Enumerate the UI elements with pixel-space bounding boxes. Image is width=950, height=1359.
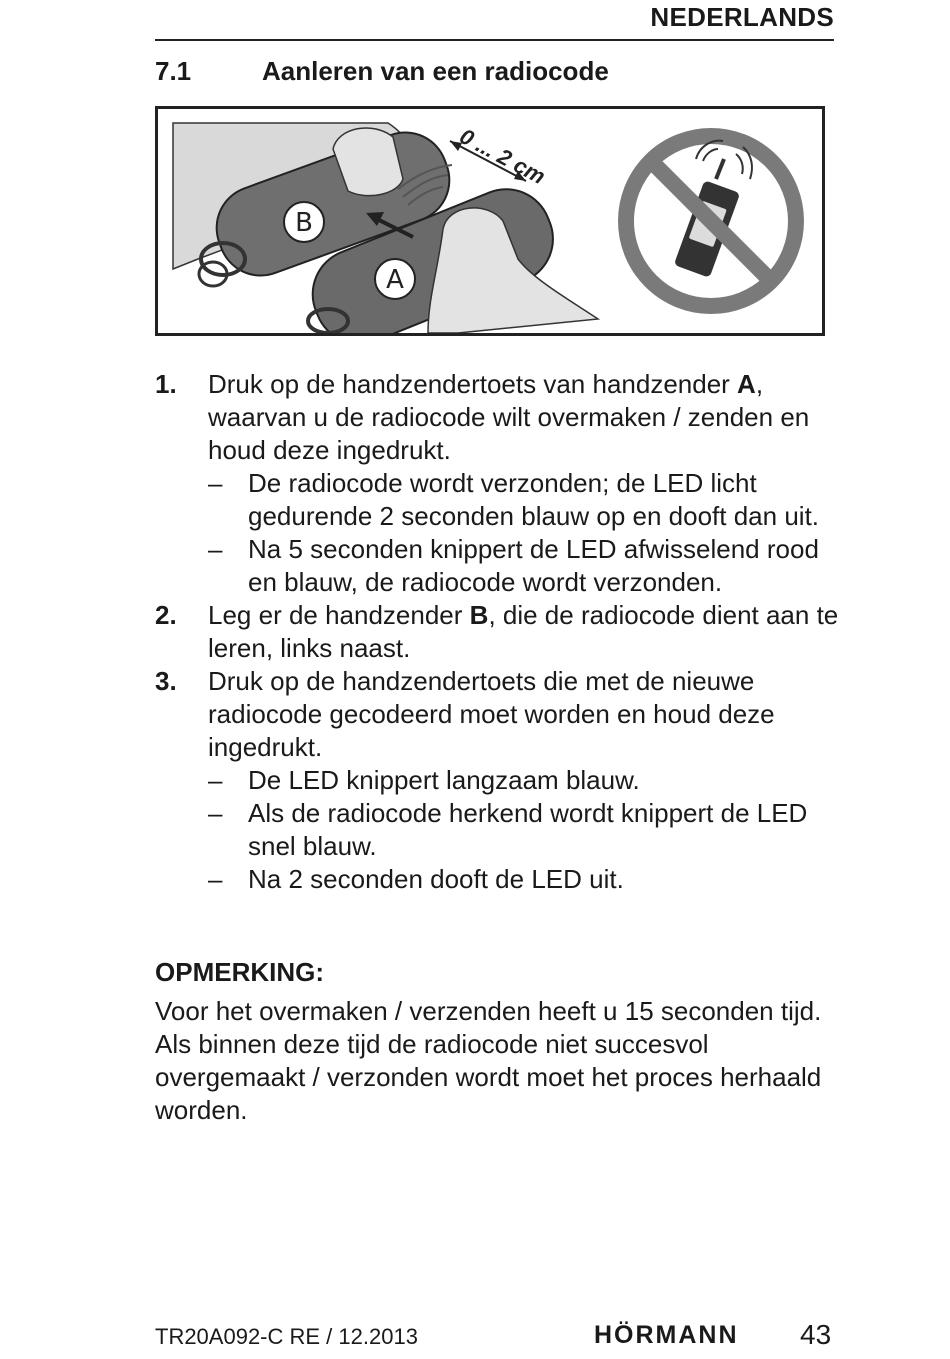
no-mobile-phone-icon <box>626 136 796 306</box>
step-number: 2. <box>155 600 177 630</box>
note-heading: OPMERKING: <box>155 957 324 987</box>
step-3-sub-2: – Als de radiocode herkend wordt knippert de LED snel blauw. <box>208 798 808 861</box>
distance-label: 0 ... 2 cm <box>455 123 550 190</box>
step-number: 1. <box>155 369 177 399</box>
note-text: Voor het overmaken / verzenden heeft u 15 seconden tijd. Als binnen deze tijd de radiocode niet succesvol overgemaakt / verzonden wordt moet het proces herhaald worden. <box>155 996 822 1125</box>
step-3-sub-1: – De LED knippert langzaam blauw. <box>208 765 640 795</box>
label-b: B <box>295 208 313 238</box>
sub-text: Na 2 seconden dooft de LED uit. <box>248 864 624 894</box>
brand-logo: HÖRMANN <box>594 1321 739 1349</box>
step-1 <box>155 368 845 467</box>
sub-text: Als de radiocode herkend wordt knippert de LED snel blauw. <box>248 798 808 861</box>
step-text-after: , waarvan u de radiocode wilt overmaken / zenden en houd deze ingedrukt. <box>208 369 810 465</box>
step-number: 3. <box>155 666 177 696</box>
page-number: 43 <box>800 1319 832 1350</box>
step-3-sub-3: – Na 2 seconden dooft de LED uit. <box>208 864 624 894</box>
step-1-sub-1: – De radiocode wordt verzonden; de LED licht gedurende 2 seconden blauw op en dooft dan uit. <box>208 468 820 531</box>
step-text: Druk op de handzendertoets van handzender <box>208 369 738 399</box>
section-number: 7.1 <box>155 56 192 86</box>
section-title: Aanleren van een radiocode <box>262 56 609 86</box>
remote-pairing-illustration <box>155 106 825 336</box>
sub-text: Na 5 seconden knippert de LED afwisselend rood en blauw, de radiocode wordt verzonden. <box>248 534 819 597</box>
label-a: A <box>386 265 404 295</box>
step-text: Druk op de handzendertoets die met de nieuwe radiocode gecodeerd moet worden en houd deze ingedrukt. <box>208 666 775 762</box>
header-language: NEDERLANDS <box>650 2 834 32</box>
step-1-sub-2: – Na 5 seconden knippert de LED afwisselend rood en blauw, de radiocode wordt verzonden. <box>208 534 819 597</box>
document-code: TR20A092-C RE / 12.2013 <box>155 1324 418 1349</box>
step-text-after: , die de radiocode dient aan te leren, links naast. <box>208 600 839 663</box>
step-3 <box>155 665 845 764</box>
step-text: Leg er de handzender <box>208 600 470 630</box>
header-rule <box>155 39 834 41</box>
instruction-steps <box>155 368 845 896</box>
sub-text: De radiocode wordt verzonden; de LED licht gedurende 2 seconden blauw op en dooft dan uit. <box>248 468 820 531</box>
step-bold-label: B <box>469 600 489 630</box>
sub-text: De LED knippert langzaam blauw. <box>248 765 640 795</box>
step-2 <box>155 599 845 665</box>
step-bold-label: A <box>737 369 756 399</box>
